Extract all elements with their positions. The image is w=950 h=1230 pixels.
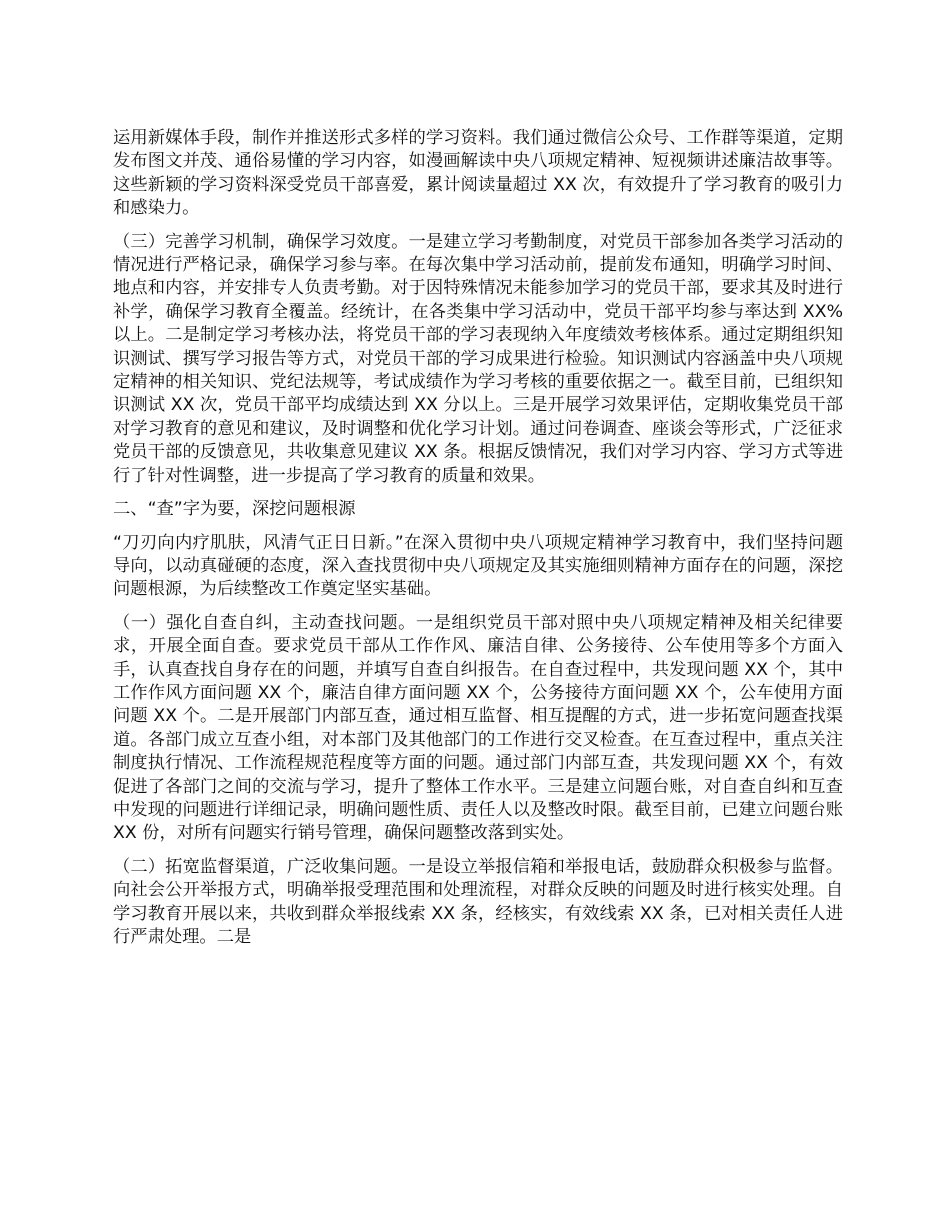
paragraph-supervision-channels: （二）拓宽监督渠道，广泛收集问题。一是设立举报信箱和举报电话，鼓励群众积极参与监督。向社会公开举报方式，明确举报受理范围和处理流程，对群众反映的问题及时进行核实处理。自学习教育开展以来，共收到群众举报线索 XX 条，经核实，有效线索 XX 条，已对相关责任人进行严肃处理。二是 xyxy=(113,856,843,947)
paragraph-self-inspection: （一）强化自查自纠，主动查找问题。一是组织党员干部对照中央八项规定精神及相关纪律要求，开展全面自查。要求党员干部从工作作风、廉洁自律、公务接待、公车使用等多个方面入手，认真查找自身存在的问题，并填写自查自纠报告。在自查过程中，共发现问题 XX 个，其中工作作风方面问题 XX 个，廉洁自律方面问题 XX 个，公务接待方面问题 XX 个，公车使用方面问题 XX 个。二是开展部门内部互查，通过相互监督、相互提醒的方式，进一步拓宽问题查找渠道。各部门成立互查小组，对本部门及其他部门的工作进行交叉检查。在互查过程中，重点关注制度执行情况、工作流程规范程度等方面的问题。通过部门内部互查，共发现问题 XX 个，有效促进了各部门之间的交流与学习，提升了整体工作水平。三是建立问题台账，对自查自纠和互查中发现的问题进行详细记录，明确问题性质、责任人以及整改时限。截至目前，已建立问题台账 XX 份，对所有问题实行销号管理，确保问题整改落到实处。 xyxy=(113,612,843,844)
paragraph-learning-mechanism: （三）完善学习机制，确保学习效度。一是建立学习考勤制度，对党员干部参加各类学习活动的情况进行严格记录，确保学习参与率。在每次集中学习活动前，提前发布通知，明确学习时间、地点和内容，并安排专人负责考勤。对于因特殊情况未能参加学习的党员干部，要求其及时进行补学，确保学习教育全覆盖。经统计，在各类集中学习活动中，党员干部平均参与率达到 XX% 以上。二是制定学习考核办法，将党员干部的学习表现纳入年度绩效考核体系。通过定期组织知识测试、撰写学习报告等方式，对党员干部的学习成果进行检验。知识测试内容涵盖中央八项规定精神的相关知识、党纪法规等，考试成绩作为学习考核的重要依据之一。截至目前，已组织知识测试 XX 次，党员干部平均成绩达到 XX 分以上。三是开展学习效果评估，定期收集党员干部对学习教育的意见和建议，及时调整和优化学习计划。通过问卷调查、座谈会等形式，广泛征求党员干部的反馈意见，共收集意见建议 XX 条。根据反馈情况，我们对学习内容、学习方式等进行了针对性调整，进一步提高了学习教育的质量和效果。 xyxy=(113,231,843,486)
document-page xyxy=(113,127,843,959)
paragraph-check-intro: “刀刃向内疗肌肤，风清气正日日新。”在深入贯彻中央八项规定精神学习教育中，我们坚持问题导向，以动真碰硬的态度，深入查找贯彻中央八项规定及其实施细则精神方面存在的问题，深挖问题根源，为后续整改工作奠定坚实基础。 xyxy=(113,532,843,600)
paragraph-new-media: 运用新媒体手段，制作并推送形式多样的学习资料。我们通过微信公众号、工作群等渠道，定期发布图文并茂、通俗易懂的学习内容，如漫画解读中央八项规定精神、短视频讲述廉洁故事等。这些新颖的学习资料深受党员干部喜爱，累计阅读量超过 XX 次，有效提升了学习教育的吸引力和感染力。 xyxy=(113,128,843,219)
section-heading-check: 二、“查”字为要，深挖问题根源 xyxy=(113,499,356,520)
